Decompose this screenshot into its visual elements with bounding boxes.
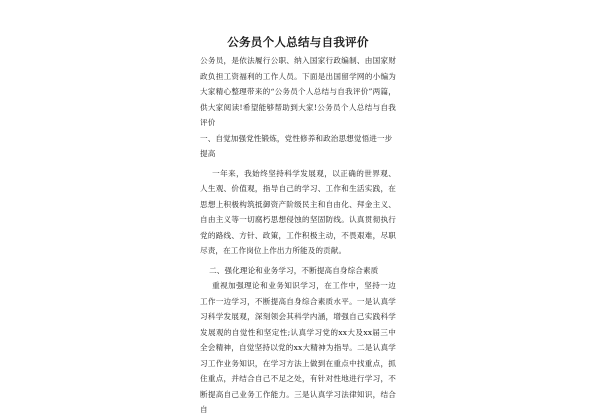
intro-paragraph: 公务员，是依法履行公职、纳入国家行政编制、由国家财政负担工资福利的工作人员。下面是出国留学网的小编为大家精心整理带来的“公务员个人总结与自我评价”两篇，供大家阅读!希望能够帮助到大家!公务员个人总结与自我评价 [200, 56, 396, 127]
section-heading-2: 二、强化理论和业务学习，不断提高自身综合素质 [209, 265, 379, 275]
section-1-paragraph: 一年来，我始终坚持科学发展观，以正确的世界观、人生观、价值观，指导自己的学习、工作和生活实践，在思想上积极构筑抵御资产阶级民主和自由化、拜金主义、自由主义等一切腐朽思想侵蚀的坚固防线。认真贯彻执行党的路线、方针、政策，工作积极主动，不畏艰难，尽职尽责，在工作岗位上作出力所能及的贡献。 [200, 168, 396, 255]
section-2-paragraph: 重视加强理论和业务知识学习，在工作中，坚持一边工作一边学习，不断提高自身综合素质水平。一是认真学习科学发展观，深刻领会其科学内涵，增强自己实践科学发展观的自觉性和坚定性;认真学习党的xx大及xx届三中全会精神，自觉坚持以党的xx大精神为指导。二是认真学习工作业务知识，在学习方法上做到在重点中找重点，抓住重点，并结合自己不足之处，有针对性地进行学习，不断提高自己业务工作能力。三是认真学习法律知识，结合自 [200, 281, 396, 414]
section-heading-1: 一、自觉加强党性锻炼，党性修养和政治思想觉悟进一步提高 [200, 133, 393, 158]
document-title: 公务员个人总结与自我评价 [227, 35, 369, 49]
document-body [200, 34, 396, 418]
